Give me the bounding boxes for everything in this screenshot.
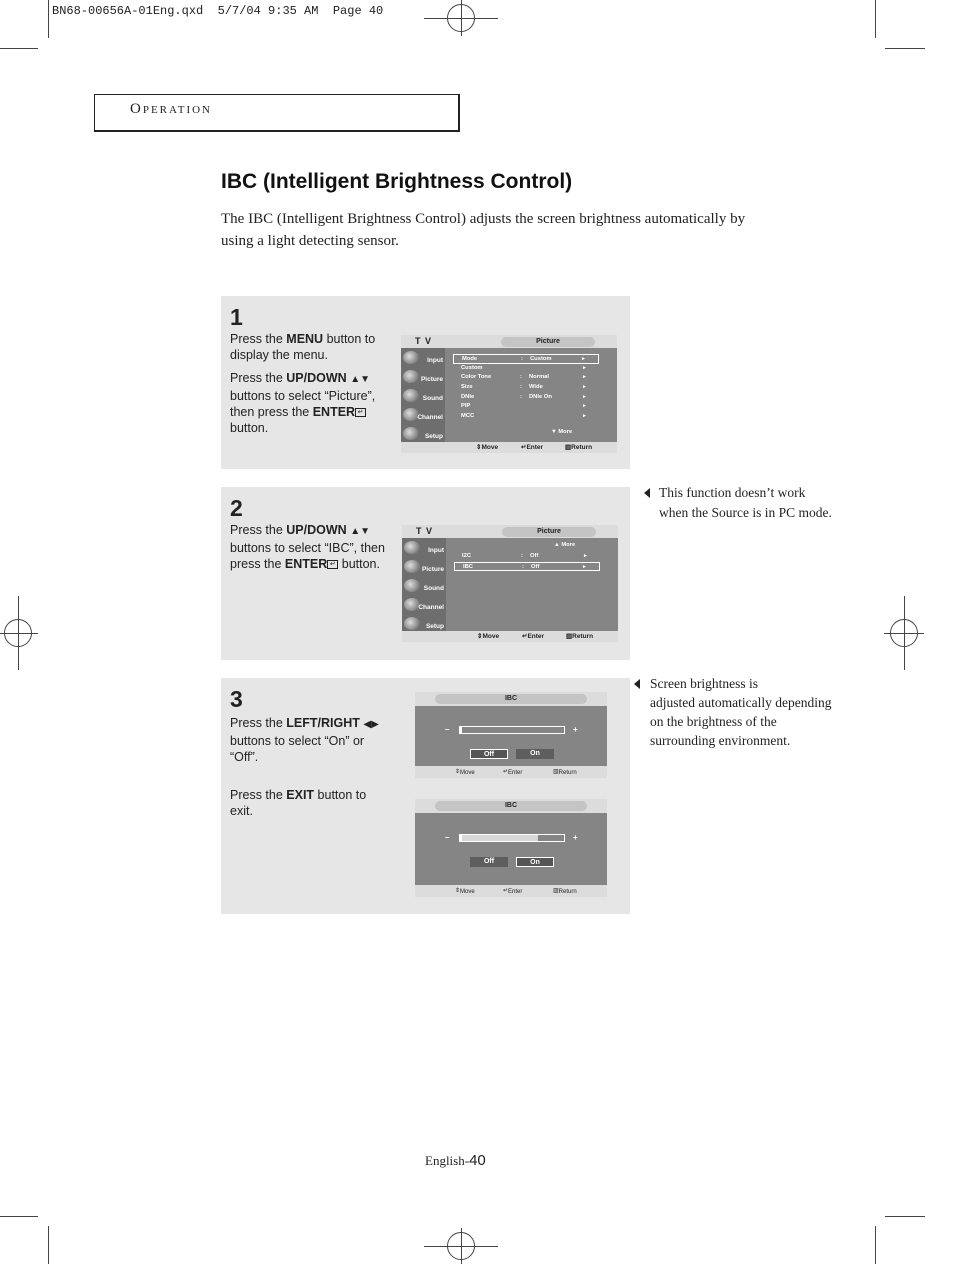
osd-sidebar: [402, 538, 446, 632]
text: buttons to select “On” or “Off”.: [230, 734, 365, 764]
crop-mark: [0, 1216, 38, 1217]
osd-enter: ↵ Enter: [521, 444, 544, 451]
osd-side-picture: [401, 369, 445, 387]
step-1-instructions: [230, 331, 390, 443]
sep: :: [522, 563, 524, 570]
step-2-panel: [221, 487, 630, 660]
note-line: This function doesn’t work: [659, 485, 806, 500]
arrow-right-icon: ►: [582, 384, 587, 391]
osd-sidebar: [401, 348, 445, 443]
text: Press the: [230, 716, 287, 730]
text: Press the: [230, 788, 287, 802]
crop-mark: [885, 1216, 925, 1217]
print-slug: BN68-00656A-01Eng.qxd 5/7/04 9:35 AM Page 40: [52, 4, 384, 18]
sep: :: [521, 553, 523, 559]
osd-return: ▥ Return: [565, 444, 593, 451]
crop-mark: [0, 48, 38, 49]
page-footer: [425, 1152, 486, 1169]
text: Press the: [230, 371, 287, 385]
osd-footer: [401, 442, 617, 453]
label: Enter: [508, 889, 523, 895]
note-line: Screen brightness is: [650, 676, 758, 691]
plus-icon: +: [573, 833, 578, 842]
minus-icon: –: [445, 725, 450, 734]
osd-row-i2c: [454, 552, 600, 562]
brightness-bar-marker: [460, 834, 462, 842]
enter-key-label: ENTER: [284, 557, 328, 571]
text: buttons to select “Picture”, then press the: [230, 389, 376, 419]
label: Move: [481, 444, 499, 451]
minus-icon: –: [445, 833, 450, 842]
tv-menu-screen-ibc: [402, 525, 618, 642]
label: Move: [460, 770, 475, 776]
label: Return: [558, 889, 577, 895]
arrow-right-icon: ►: [582, 403, 587, 410]
osd-side-input: [401, 350, 445, 368]
note-line: on the brightness of the: [650, 714, 777, 729]
note-line: adjusted automatically depending: [650, 695, 832, 710]
osd-tv-label: T V: [416, 526, 434, 536]
enter-icon: ↵: [327, 560, 338, 569]
ibc-tab: IBC: [435, 694, 587, 704]
item: Size: [461, 384, 473, 391]
ibc-screen-on: [415, 799, 607, 897]
osd-top-bar: [402, 525, 618, 538]
value: Off: [531, 563, 540, 570]
note-line: surrounding environment.: [650, 733, 791, 748]
arrow-right-icon: ►: [582, 364, 587, 371]
ibc-on-option: On: [516, 749, 554, 759]
ibc-off-option: Off: [470, 749, 508, 759]
label: Enter: [527, 633, 545, 640]
osd-menu-list: [453, 354, 599, 422]
section-label: Operation: [130, 101, 213, 117]
osd-move: ⇕ Move: [477, 633, 500, 640]
osd-move: ⇕ Move: [455, 769, 475, 776]
text: Press the: [230, 523, 287, 537]
osd-return: ▥ Return: [553, 888, 577, 895]
osd-side-channel: [401, 407, 445, 425]
value: Normal: [529, 374, 549, 381]
footer-language: English-: [425, 1153, 470, 1168]
picture-icon: [404, 560, 420, 573]
label: Picture: [421, 566, 444, 573]
label: Input: [428, 547, 444, 554]
osd-footer: [402, 631, 618, 642]
setup-icon: [404, 617, 420, 630]
sound-icon: [403, 389, 419, 402]
ibc-top-bar: [415, 692, 607, 706]
item: DNIe: [461, 393, 475, 400]
crop-mark: [875, 1226, 876, 1264]
step-1-line-1: [230, 331, 390, 363]
arrow-right-icon: ►: [582, 413, 587, 420]
item: Custom: [461, 364, 483, 371]
ibc-footer: [415, 885, 607, 897]
osd-row-mode: [453, 354, 599, 364]
label: Input: [427, 357, 443, 364]
item: I2C: [462, 553, 472, 559]
left-right-key-label: LEFT/RIGHT: [286, 716, 360, 730]
input-icon: [403, 351, 419, 364]
plus-icon: +: [573, 725, 578, 734]
label: Setup: [425, 623, 444, 630]
osd-side-sound: [402, 578, 446, 596]
item: IBC: [463, 563, 473, 570]
registration-line: [0, 633, 38, 634]
crop-mark: [875, 0, 876, 38]
item: MCC: [461, 413, 475, 420]
item: PIP: [461, 403, 471, 410]
osd-row-custom: [453, 364, 599, 374]
picture-icon: [403, 370, 419, 383]
step-2-line-1: [230, 522, 390, 572]
step-3-panel: [221, 678, 630, 914]
value: Custom: [530, 356, 552, 362]
up-down-arrows-icon: ▲▼: [350, 526, 370, 537]
label: Return: [572, 633, 594, 640]
label: Return: [571, 444, 593, 451]
osd-side-input: [402, 540, 446, 558]
tv-menu-screen-picture: [401, 335, 617, 453]
text: button.: [338, 557, 380, 571]
crop-mark: [885, 48, 925, 49]
value: Wide: [529, 384, 543, 391]
osd-enter: ↵ Enter: [522, 633, 545, 640]
step-3-line-1: [230, 715, 390, 765]
item: Color Tone: [461, 374, 492, 381]
crop-mark: [48, 1226, 49, 1264]
ibc-top-bar: [415, 799, 607, 813]
up-down-key-label: UP/DOWN: [286, 371, 347, 385]
item: Mode: [462, 356, 478, 362]
osd-row-size: [453, 383, 599, 393]
text: button to display the menu.: [230, 332, 376, 362]
page-title: IBC (Intelligent Brightness Control): [221, 170, 573, 193]
note-pc-mode: [659, 483, 832, 522]
page-number: 40: [469, 1152, 486, 1169]
osd-tab-picture: Picture: [502, 527, 596, 537]
up-down-arrows-icon: ▲▼: [350, 374, 370, 385]
sep: :: [520, 393, 522, 400]
osd-move: ⇕ Move: [476, 444, 499, 451]
label: Enter: [508, 770, 523, 776]
arrow-right-icon: ►: [582, 563, 587, 570]
osd-top-bar: [401, 335, 617, 348]
osd-side-channel: [402, 597, 446, 615]
ibc-on-option: On: [516, 857, 554, 867]
osd-tab-picture: Picture: [501, 337, 595, 347]
sound-icon: [404, 579, 420, 592]
step-number: 1: [230, 304, 243, 330]
osd-return: ▥ Return: [566, 633, 594, 640]
osd-enter: ↵ Enter: [503, 769, 523, 776]
setup-icon: [403, 427, 419, 440]
enter-key-label: ENTER: [312, 405, 356, 419]
step-3-instructions: [230, 715, 390, 826]
text: buttons to select “IBC”, then press the: [230, 541, 385, 571]
label: Setup: [424, 433, 443, 440]
step-2-instructions: [230, 522, 390, 579]
brightness-bar: [459, 726, 565, 734]
label: Sound: [423, 585, 444, 592]
label: Move: [482, 633, 500, 640]
sep: :: [520, 384, 522, 391]
osd-row-color-tone: [453, 373, 599, 383]
registration-line: [18, 596, 19, 670]
ibc-footer: [415, 766, 607, 778]
ibc-tab: IBC: [435, 801, 587, 811]
osd-more-up: ▲ More: [554, 542, 576, 548]
registration-line: [461, 1228, 462, 1264]
osd-row-dnie: [453, 393, 599, 403]
label: Enter: [526, 444, 544, 451]
step-number: 3: [230, 686, 243, 712]
arrow-right-icon: ►: [581, 356, 586, 362]
menu-key-label: MENU: [286, 332, 324, 346]
exit-key-label: EXIT: [286, 788, 315, 802]
text: Press the: [230, 332, 287, 346]
ibc-off-option: Off: [470, 857, 508, 867]
osd-row-mcc: [453, 412, 599, 422]
sep: :: [520, 374, 522, 381]
osd-return: ▥ Return: [553, 769, 577, 776]
osd-menu-list: [454, 552, 600, 571]
brightness-bar-fill: [460, 835, 538, 841]
note-brightness: [650, 674, 831, 750]
input-icon: [404, 541, 420, 554]
step-1-panel: [221, 296, 630, 469]
up-down-key-label: UP/DOWN: [286, 523, 347, 537]
label: Picture: [420, 376, 443, 383]
label: Sound: [422, 395, 443, 402]
osd-enter: ↵ Enter: [503, 888, 523, 895]
sep: :: [521, 356, 523, 362]
osd-tv-label: T V: [415, 336, 433, 346]
label: Channel: [417, 414, 443, 421]
label: Channel: [418, 604, 444, 611]
brightness-bar-marker: [460, 726, 462, 734]
label: Move: [460, 889, 475, 895]
osd-move: ⇕ Move: [455, 888, 475, 895]
osd-row-pip: [453, 402, 599, 412]
osd-row-ibc: [454, 562, 600, 572]
step-number: 2: [230, 495, 243, 521]
arrow-right-icon: ►: [583, 553, 588, 559]
intro-paragraph: The IBC (Intelligent Brightness Control) adjusts the screen brightness automatically by using a light detecting sensor.: [221, 211, 746, 249]
note-pointer-icon: [644, 488, 650, 498]
registration-line: [904, 596, 905, 670]
enter-icon: ↵: [355, 408, 366, 417]
text: button to exit.: [230, 788, 367, 818]
brightness-bar: [459, 834, 565, 842]
value: Off: [530, 553, 539, 559]
step-3-line-2: [230, 787, 390, 819]
osd-side-sound: [401, 388, 445, 406]
note-line: when the Source is in PC mode.: [659, 505, 832, 520]
crop-mark: [48, 0, 49, 38]
osd-side-picture: [402, 559, 446, 577]
text: button.: [230, 421, 269, 435]
label: Return: [558, 770, 577, 776]
registration-line: [461, 0, 462, 36]
value: DNIe On: [529, 393, 552, 400]
arrow-right-icon: ►: [582, 393, 587, 400]
note-pointer-icon: [634, 679, 640, 689]
left-right-arrows-icon: ◀▶: [363, 719, 379, 730]
ibc-screen-off: [415, 692, 607, 778]
osd-more-down: ▼ More: [551, 429, 573, 435]
step-1-line-2: [230, 370, 390, 436]
arrow-right-icon: ►: [582, 374, 587, 381]
